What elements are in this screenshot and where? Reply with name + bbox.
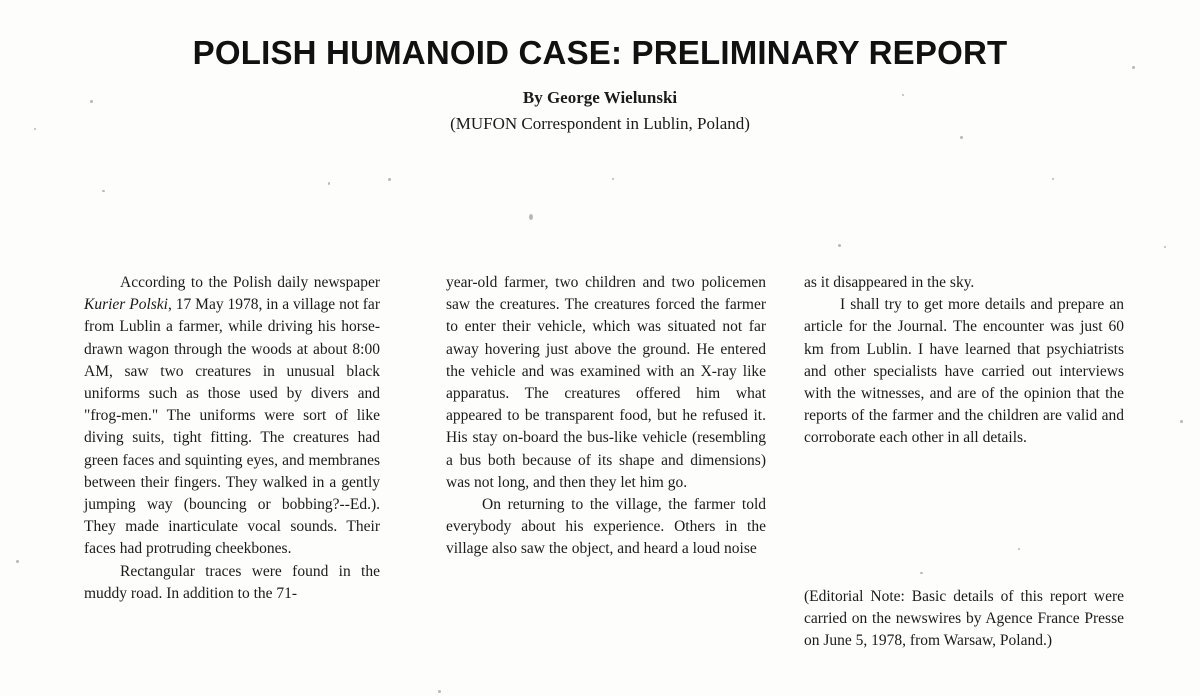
text-column-1 <box>84 272 380 605</box>
paragraph: (Editorial Note: Basic details of this report were carried on the newswires by Agence France Presse on June 5, 1978, from Warsaw, Poland.) <box>804 588 1124 650</box>
editorial-note <box>804 586 1124 653</box>
scan-speck <box>16 560 19 563</box>
scan-speck <box>920 572 923 574</box>
article-byline: By George Wielunski <box>522 88 678 107</box>
newspaper-name: Kurier Polski <box>84 296 168 314</box>
scan-speck <box>529 214 533 220</box>
scan-speck <box>612 178 614 180</box>
scan-speck <box>960 136 963 139</box>
scan-speck <box>388 178 391 181</box>
scan-speck <box>102 190 105 192</box>
paragraph: as it disappeared in the sky. <box>804 274 975 291</box>
scan-speck <box>1018 548 1020 550</box>
text-column-2 <box>446 272 766 561</box>
paragraph <box>84 272 380 561</box>
text-run: , 17 May 1978, in a village not far from Lublin a farmer, while driving his horse-drawn wagon through the woods at about 8:00 AM, saw two creatures in unusual black uniforms such as those used by divers and "frog-men." The uniforms were sort of like diving suits, tight fitting. The creatures had green faces and squinting eyes, and membranes between their fingers. They walked in a gently jumping way (bouncing or bobbing?--Ed.). They made inarticulate vocal sounds. Their faces had protruding cheekbones. <box>84 296 380 558</box>
paragraph: On returning to the village, the farmer told everybody about his experience. Others in the village also saw the object, and heard a loud noise <box>446 496 766 558</box>
scan-speck <box>1164 246 1166 248</box>
text-column-3 <box>804 272 1124 450</box>
scan-speck <box>1180 420 1183 423</box>
author-affiliation: (MUFON Correspondent in Lublin, Poland) <box>450 114 750 133</box>
paragraph: Rectangular traces were found in the muddy road. In addition to the 71- <box>84 562 380 602</box>
scan-speck <box>1052 178 1054 180</box>
paragraph: year-old farmer, two children and two policemen saw the creatures. The creatures forced the farmer to enter their vehicle, which was situated not far away hovering just above the ground. He entered the vehicle and was examined with an X-ray like apparatus. The creatures offered him what appeared to be transparent food, but he refused it. His stay on-board the bus-like vehicle (resembling a bus both because of its shape and dimensions) was not long, and then they let him go. <box>446 274 766 491</box>
paragraph: I shall try to get more details and prepare an article for the Journal. The encounter was just 60 km from Lublin. I have learned that psychiatrists and other specialists have carried out interviews with the witnesses, and are of the opinion that the reports of the farmer and the children are valid and corroborate each other in all details. <box>804 296 1124 447</box>
scan-speck <box>438 690 441 693</box>
article-title: POLISH HUMANOID CASE: PRELIMINARY REPORT <box>192 34 1008 71</box>
text-run: According to the Polish daily newspaper <box>120 274 380 291</box>
scan-speck <box>838 244 841 247</box>
scan-speck <box>328 182 330 185</box>
